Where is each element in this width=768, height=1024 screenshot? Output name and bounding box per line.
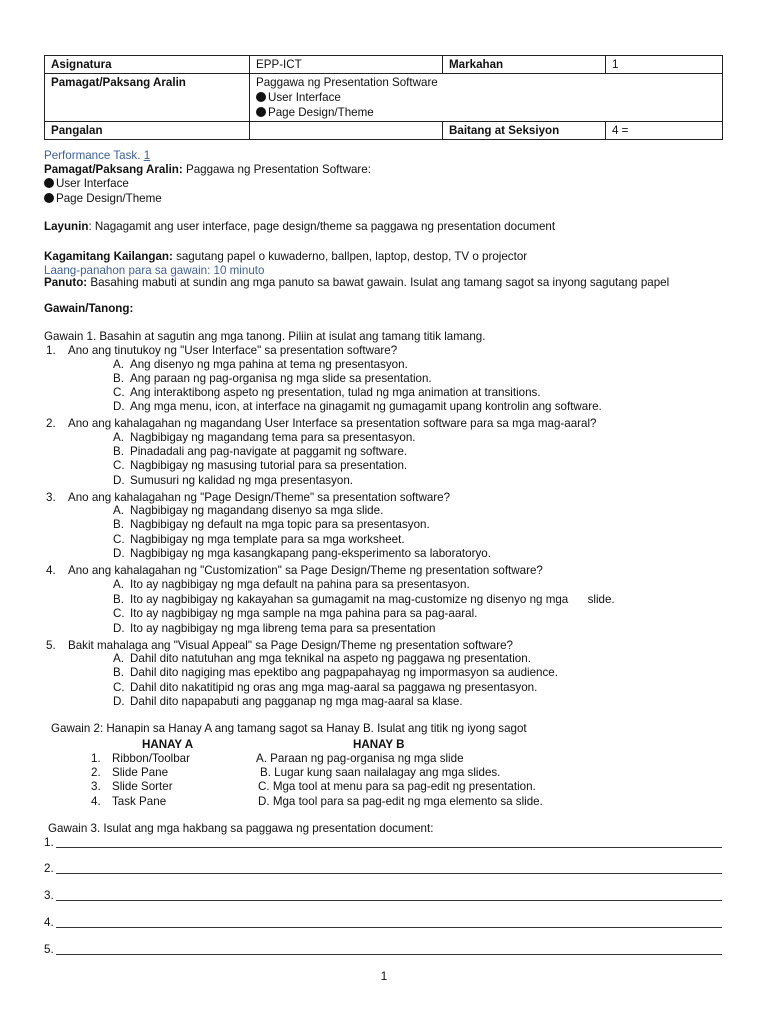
answer-number: 4. — [44, 916, 54, 929]
baitang-label: Baitang at Seksiyon — [443, 122, 606, 140]
option-item — [113, 622, 436, 636]
question-number: 5. — [46, 639, 56, 652]
option-text: Dahil dito napapabuti ang pagganap ng mga mag-aaral sa klase. — [130, 695, 463, 708]
gawain1-instruction: Gawain 1. Basahin at sagutin ang mga tanong. Piliin at isulat ang tamang titik lamang. — [44, 330, 486, 343]
option-item — [113, 533, 405, 547]
panuto-value: Basahing mabuti at sundin ang mga panuto sa bawat gawain. Isulat ang tamang sagot sa inyong sagutang papel — [87, 276, 670, 289]
intro-pamagat-label: Pamagat/Paksang Aralin: — [44, 163, 183, 176]
option-item — [113, 372, 432, 386]
option-text: Ito ay nagbibigay ng mga libreng tema para sa presentation — [130, 622, 436, 635]
question-item — [44, 417, 597, 431]
option-letter: A. — [113, 578, 124, 591]
option-letter: A. — [113, 431, 124, 444]
option-item — [113, 431, 416, 445]
pamagat-bullet — [256, 105, 716, 120]
hanay-a-item — [91, 752, 190, 766]
performance-task-line — [44, 149, 150, 163]
option-item — [113, 681, 537, 695]
kagamitan-label: Kagamitang Kailangan: — [44, 250, 173, 263]
page-number: 1 — [380, 969, 388, 983]
option-text: Nagbibigay ng masusing tutorial para sa presentation. — [130, 459, 408, 472]
markahan-label: Markahan — [443, 56, 606, 74]
hanay-b-item: A. Paraan ng pag-organisa ng mga slide — [256, 752, 464, 765]
pangalan-label: Pangalan — [45, 122, 250, 140]
pamagat-bullet — [256, 90, 716, 105]
question-text: Ano ang kahalagahan ng "Customization" sa Page Design/Theme ng presentation software? — [68, 564, 543, 577]
option-text: Nagbibigay ng mga kasangkapang pang-eksperimento sa laboratoryo. — [130, 547, 491, 560]
option-letter: D. — [113, 695, 125, 708]
option-text: Ang interaktibong aspeto ng presentation, tulad ng mga animation at transitions. — [130, 386, 541, 399]
performance-task-number: 1 — [143, 149, 151, 162]
hanay-a-text: Ribbon/Toolbar — [112, 752, 190, 765]
hanay-a-text: Slide Pane — [112, 766, 169, 779]
bullet-icon — [256, 92, 266, 102]
option-letter: B. — [113, 372, 124, 385]
question-number: 4. — [46, 564, 56, 577]
bullet-text: Page Design/Theme — [56, 192, 162, 205]
bullet-text: User Interface — [56, 177, 129, 190]
option-letter: C. — [113, 533, 125, 546]
option-text: Dahil dito natutuhan ang mga teknikal na aspeto ng paggawa ng presentation. — [130, 652, 531, 665]
pamagat-cell — [250, 74, 723, 122]
kagamitan-value: sagutang papel o kuwaderno, ballpen, laptop, destop, TV o projector — [172, 250, 528, 263]
hanay-a-item — [91, 780, 173, 794]
bullet-text: User Interface — [268, 91, 341, 104]
option-letter: D. — [113, 400, 125, 413]
answer-rule — [56, 873, 722, 874]
option-letter: C. — [113, 607, 125, 620]
option-letter: B. — [113, 593, 124, 606]
option-item — [113, 547, 491, 561]
performance-task-label: Performance Task. — [44, 149, 141, 162]
option-letter: B. — [113, 445, 124, 458]
hanay-a-header: HANAY A — [142, 738, 194, 751]
answer-number: 2. — [44, 862, 54, 875]
answer-rule — [56, 847, 722, 848]
option-item — [113, 518, 430, 532]
option-letter: A. — [113, 358, 124, 371]
option-item — [113, 652, 531, 666]
option-item — [113, 666, 558, 680]
bullet-icon — [44, 193, 54, 203]
option-item — [113, 445, 407, 459]
question-number: 2. — [46, 417, 56, 430]
option-letter: D. — [113, 622, 125, 635]
question-number: 1. — [46, 344, 56, 357]
layunin-value: : Nagagamit ang user interface, page design/theme sa paggawa ng presentation document — [88, 220, 556, 233]
option-item — [113, 400, 602, 414]
intro-pamagat-value: Paggawa ng Presentation Software: — [182, 163, 371, 176]
option-item — [113, 578, 470, 592]
answer-number: 3. — [44, 889, 54, 902]
question-text: Ano ang tinutukoy ng "User Interface" sa presentation software? — [68, 344, 398, 357]
bullet-icon — [44, 178, 54, 188]
question-text: Bakit mahalaga ang "Visual Appeal" sa Page Design/Theme ng presentation software? — [68, 639, 513, 652]
question-item — [44, 491, 450, 505]
table-row — [45, 56, 723, 74]
option-item — [113, 607, 477, 621]
kagamitan-line — [44, 250, 527, 264]
panuto-line — [44, 276, 669, 290]
option-item — [113, 504, 383, 518]
gawain3-instruction: Gawain 3. Isulat ang mga hakbang sa paggawa ng presentation document: — [48, 822, 434, 835]
hanay-a-item — [91, 766, 168, 780]
intro-bullet — [44, 177, 129, 191]
option-item — [113, 386, 541, 400]
option-text: Ito ay nagbibigay ng mga sample na mga pahina para sa pag-aaral. — [130, 607, 478, 620]
bullet-text: Page Design/Theme — [268, 106, 374, 119]
pangalan-field[interactable] — [250, 122, 443, 140]
hanay-a-item — [91, 795, 166, 809]
option-text: Sumusuri ng kalidad ng mga presentasyon. — [130, 474, 353, 487]
option-text: Ang disenyo ng mga pahina at tema ng presentasyon. — [130, 358, 408, 371]
answer-number: 5. — [44, 943, 54, 956]
asignatura-value: EPP-ICT — [250, 56, 443, 74]
answer-rule — [56, 900, 722, 901]
hanay-a-text: Slide Sorter — [112, 780, 173, 793]
option-text: Dahil dito nagiging mas epektibo ang pagpapahayag ng impormasyon sa audience. — [130, 666, 558, 679]
hanay-number: 3. — [91, 780, 101, 793]
intro-pamagat-line — [44, 163, 371, 177]
layunin-line — [44, 220, 555, 234]
option-text: Ito ay nagbibigay ng kakayahan sa gumagamit na mag-customize ng disenyo ng mga slide. — [130, 593, 615, 606]
option-text: Nagbibigay ng mga template para sa mga worksheet. — [130, 533, 405, 546]
hanay-number: 1. — [91, 752, 101, 765]
option-letter: A. — [113, 652, 124, 665]
question-item — [44, 564, 543, 578]
hanay-b-item: B. Lugar kung saan nailalagay ang mga slides. — [260, 766, 501, 779]
option-item — [113, 593, 615, 607]
question-number: 3. — [46, 491, 56, 504]
pamagat-value: Paggawa ng Presentation Software — [256, 76, 438, 89]
pamagat-label: Pamagat/Paksang Aralin — [45, 74, 250, 122]
question-item — [44, 344, 397, 358]
table-row — [45, 74, 723, 122]
gawain-heading: Gawain/Tanong: — [44, 302, 134, 315]
option-text: Dahil dito nakatitipid ng oras ang mga mag-aaral sa paggawa ng presentasyon. — [130, 681, 538, 694]
option-text: Pinadadali ang pag-navigate at paggamit ng software. — [130, 445, 408, 458]
option-letter: D. — [113, 547, 125, 560]
option-text: Ang mga menu, icon, at interface na ginagamit ng gumagamit upang kontrolin ang software. — [130, 400, 602, 413]
gawain2-instruction: Gawain 2: Hanapin sa Hanay A ang tamang sagot sa Hanay B. Isulat ang titik ng iyong sagot — [51, 722, 527, 735]
question-text: Ano ang kahalagahan ng magandang User Interface sa presentation software para sa mga mag-aaral? — [68, 417, 597, 430]
question-item — [44, 639, 513, 653]
option-letter: C. — [113, 681, 125, 694]
laang-panahon-line: Laang-panahon para sa gawain: 10 minuto — [44, 264, 265, 277]
baitang-value: 4 = — [606, 122, 723, 140]
option-letter: C. — [113, 386, 125, 399]
hanay-b-item: D. Mga tool para sa pag-edit ng mga elemento sa slide. — [258, 795, 543, 808]
option-item — [113, 459, 407, 473]
hanay-b-item: C. Mga tool at menu para sa pag-edit ng presentation. — [258, 780, 536, 793]
option-item — [113, 358, 408, 372]
markahan-value: 1 — [606, 56, 723, 74]
option-text: Nagbibigay ng magandang disenyo sa mga slide. — [130, 504, 384, 517]
question-text: Ano ang kahalagahan ng "Page Design/Theme" sa presentation software? — [68, 491, 451, 504]
option-item — [113, 474, 353, 488]
hanay-b-header: HANAY B — [353, 738, 405, 751]
option-text: Nagbibigay ng magandang tema para sa presentasyon. — [130, 431, 416, 444]
option-text: Ito ay nagbibigay ng mga default na pahina para sa presentasyon. — [130, 578, 470, 591]
layunin-label: Layunin — [44, 220, 89, 233]
option-letter: B. — [113, 666, 124, 679]
hanay-a-text: Task Pane — [112, 795, 167, 808]
answer-rule — [56, 954, 722, 955]
bullet-icon — [256, 107, 266, 117]
panuto-label: Panuto: — [44, 276, 88, 289]
hanay-number: 4. — [91, 795, 101, 808]
option-letter: D. — [113, 474, 125, 487]
option-text: Ang paraan ng pag-organisa ng mga slide sa presentation. — [130, 372, 432, 385]
hanay-number: 2. — [91, 766, 101, 779]
answer-number: 1. — [44, 836, 54, 849]
answer-rule — [56, 927, 722, 928]
header-table — [44, 55, 723, 140]
option-letter: C. — [113, 459, 125, 472]
option-text: Nagbibigay ng default na mga topic para sa presentasyon. — [130, 518, 430, 531]
option-item — [113, 695, 463, 709]
intro-bullet — [44, 192, 162, 206]
option-letter: A. — [113, 504, 124, 517]
table-row — [45, 122, 723, 140]
asignatura-label: Asignatura — [45, 56, 250, 74]
option-letter: B. — [113, 518, 124, 531]
